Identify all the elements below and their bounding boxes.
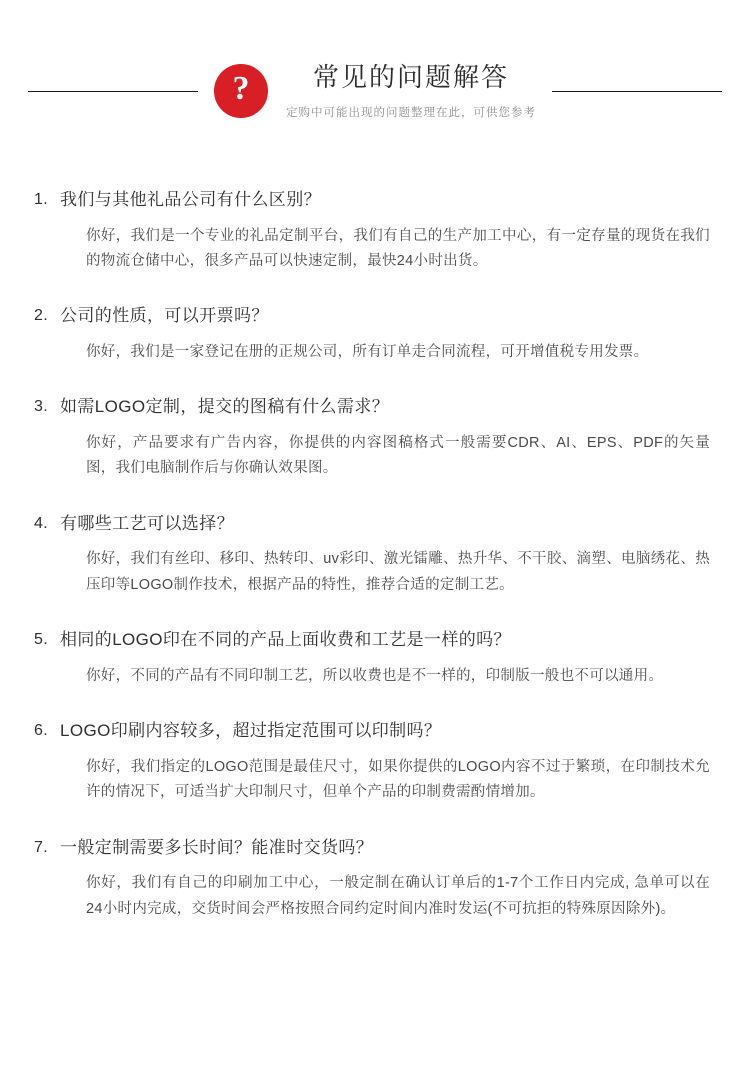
header-center: [198, 62, 552, 119]
list-item: [34, 512, 716, 598]
faq-number: 7.: [34, 838, 49, 856]
faq-question-row: [34, 512, 716, 537]
page-header: [0, 36, 750, 146]
faq-answer-text: 你好，我们是一个专业的礼品定制平台，我们有自己的生产加工中心，有一定存量的现货在我们的物流仓储中心，很多产品可以快速定制，最快24小时出货。: [86, 227, 710, 270]
faq-question-row: [34, 836, 716, 861]
faq-page: [0, 36, 750, 1087]
faq-question-text: 如需LOGO定制，提交的图稿有什么需求？: [60, 397, 390, 417]
faq-question-row: [34, 304, 716, 329]
list-item: [34, 719, 716, 805]
header-title-block: [286, 62, 536, 119]
faq-number: 5.: [34, 631, 49, 649]
header-rule-left: [28, 91, 198, 92]
question-mark-badge-icon: ?: [214, 64, 268, 118]
header-rule-right: [552, 91, 722, 92]
faq-question-row: [34, 628, 716, 653]
faq-question-text: LOGO印刷内容较多，超过指定范围可以印制吗？: [60, 721, 442, 741]
list-item: [34, 188, 716, 274]
faq-number: 6.: [34, 722, 49, 740]
faq-question-row: [34, 395, 716, 420]
faq-number: 4.: [34, 514, 49, 532]
list-item: [34, 304, 716, 365]
faq-number: 2.: [34, 307, 49, 325]
list-item: [34, 395, 716, 481]
faq-question-text: 有哪些工艺可以选择？: [60, 513, 234, 533]
faq-list: [34, 188, 716, 922]
faq-question-row: [34, 188, 716, 213]
faq-answer-text: 你好，我们是一家登记在册的正规公司，所有订单走合同流程，可开增值税专用发票。: [86, 344, 649, 361]
faq-question-text: 相同的LOGO印在不同的产品上面收费和工艺是一样的吗？: [60, 630, 511, 650]
faq-question-row: [34, 719, 716, 744]
list-item: [34, 628, 716, 689]
faq-number: 3.: [34, 398, 49, 416]
faq-answer-text: 你好，不同的产品有不同印制工艺，所以收费也是不一样的，印制版一般也不可以通用。: [86, 667, 664, 684]
faq-answer-text: 你好，产品要求有广告内容，你提供的内容图稿格式一般需要CDR、AI、EPS、PDF的矢量图，我们电脑制作后与你确认效果图。: [86, 435, 710, 477]
faq-question-text: 我们与其他礼品公司有什么区别？: [60, 190, 321, 209]
faq-answer-text: 你好，我们有自己的印刷加工中心，一般定制在确认订单后的1-7个工作日内完成, 急单可以在24小时内完成，交货时间会严格按照合同约定时间内准时发运(不可抗拒的特殊原因除外)。: [86, 875, 710, 917]
faq-question-text: 一般定制需要多长时间？能准时交货吗？: [60, 837, 374, 857]
faq-number: 1.: [34, 191, 49, 208]
faq-answer-text: 你好，我们有丝印、移印、热转印、uv彩印、激光镭雕、热升华、不干胶、滴塑、电脑绣花、热压印等LOGO制作技术，根据产品的特性，推荐合适的定制工艺。: [86, 551, 710, 593]
page-title: 常见的问题解答: [312, 62, 509, 93]
list-item: [34, 836, 716, 922]
page-subtitle: 定购中可能出现的问题整理在此，可供您参考: [286, 106, 536, 119]
faq-answer-text: 你好，我们指定的LOGO范围是最佳尺寸，如果你提供的LOGO内容不过于繁琐，在印制技术允许的情况下，可适当扩大印制尺寸，但单个产品的印制费需酌情增加。: [86, 758, 710, 801]
faq-question-text: 公司的性质，可以开票吗？: [60, 306, 269, 326]
